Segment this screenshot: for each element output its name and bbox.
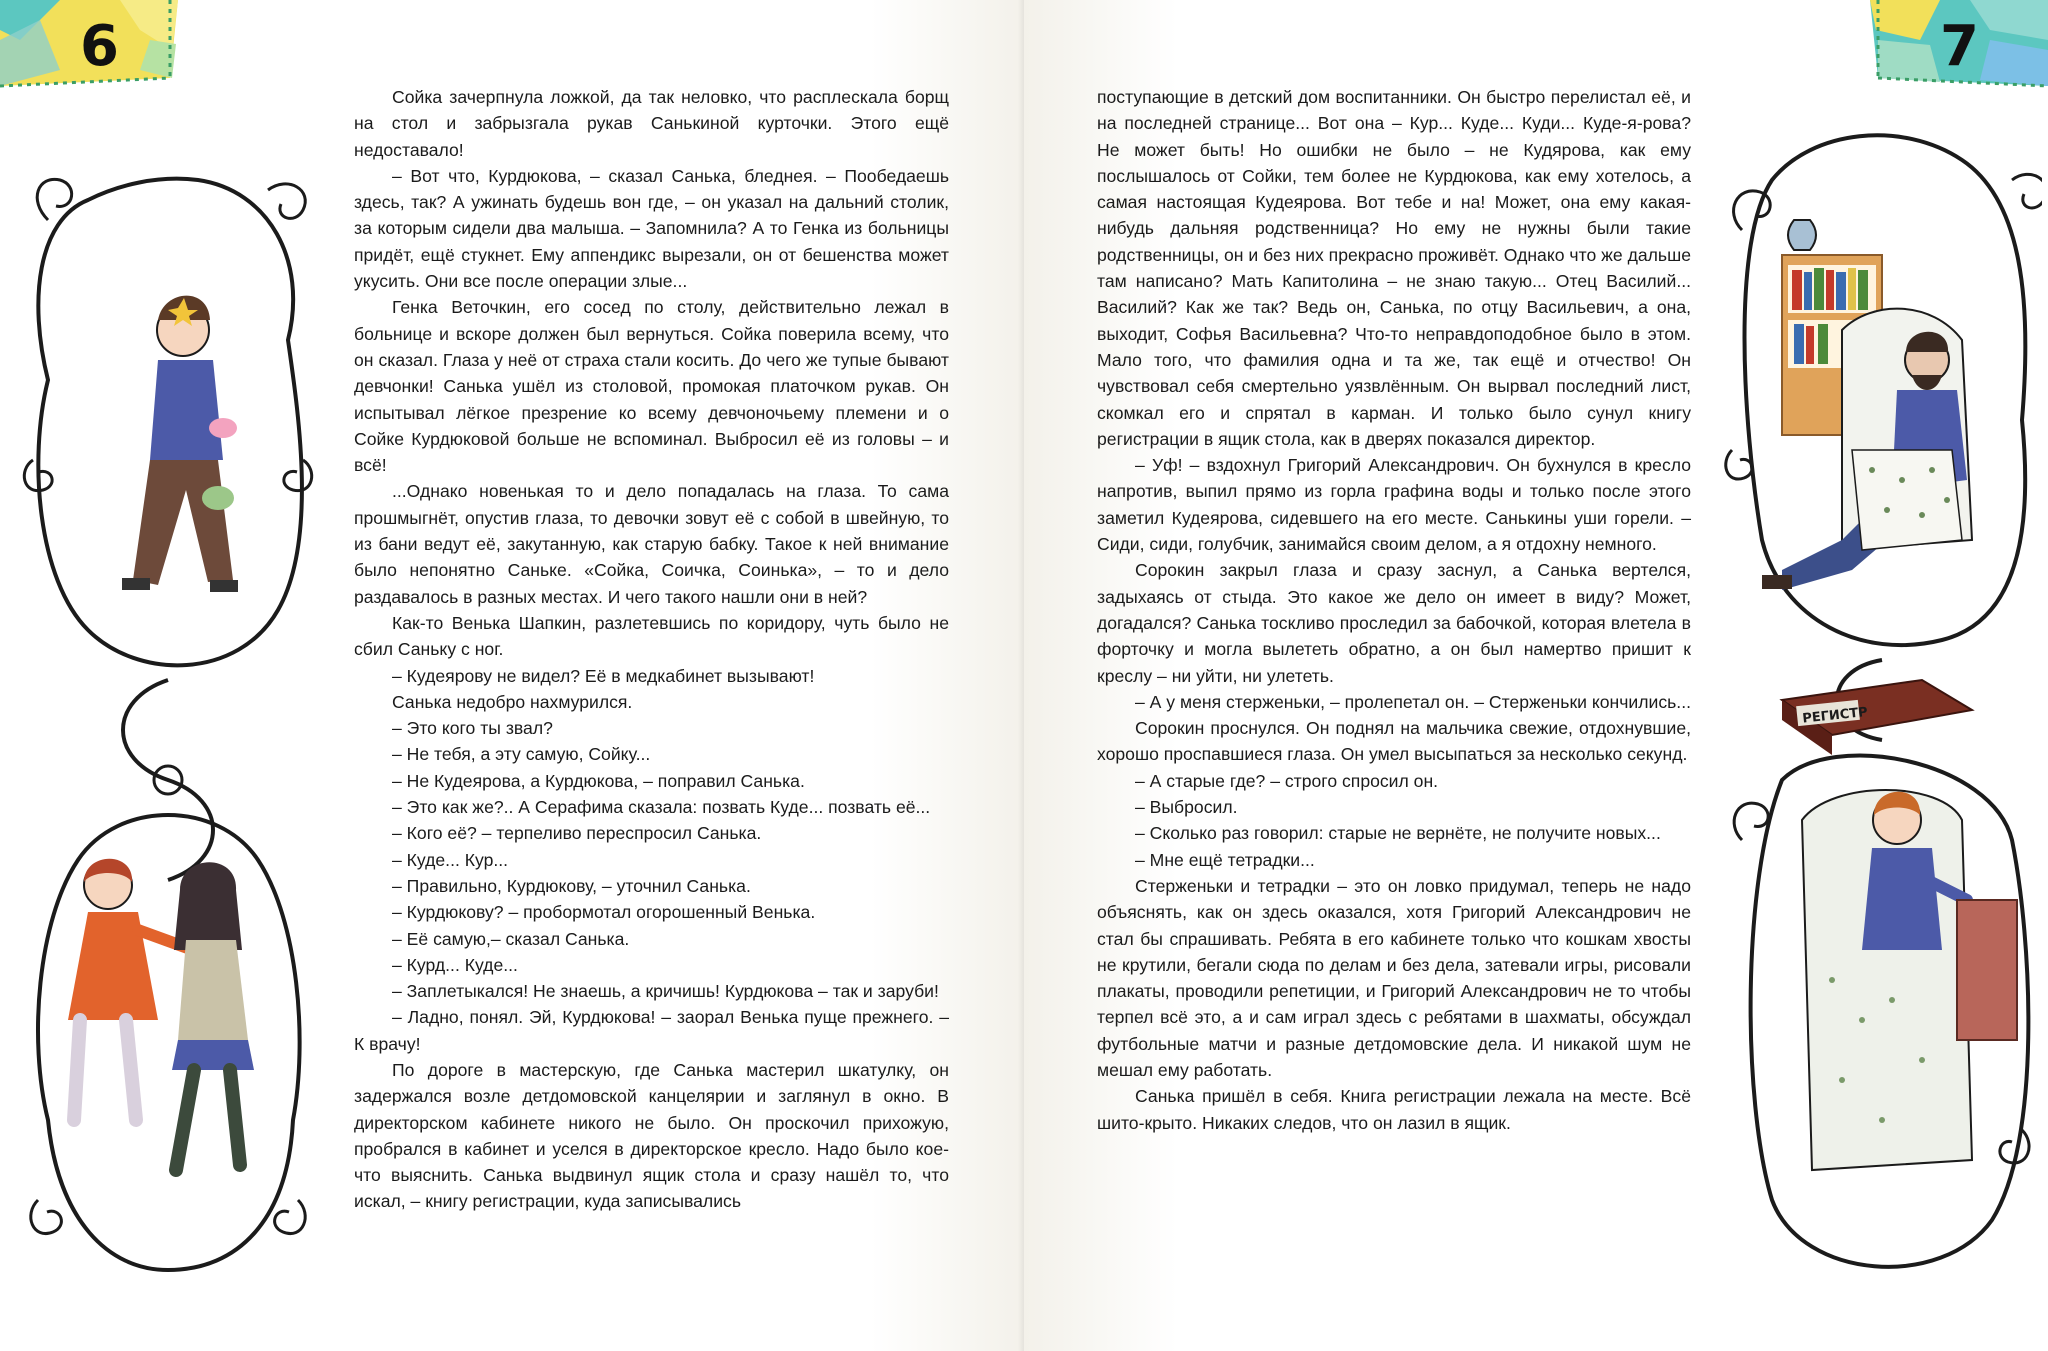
paragraph: Генка Веточкин, его сосед по столу, действительно лежал в больнице и вскоре должен был вернуться. Сойка поверила всему, что он сказал. Глаза у неё от страха стали косить. До чего же тупые бывают девчонки! Санька ушёл из столовой, промокая платочком рукав. Он испытывал лёгкое презрение ко всему девчоночьему племени и о Сойке Курдюковой больше не вспоминал. Выбросил её из головы – и всё! xyxy=(354,297,949,476)
paragraph: – Мне ещё тетрадки... xyxy=(1135,849,1315,870)
paragraph: поступающие в детский дом воспитанники. Он быстро перелистал её, и на последней странице... Вот она – Кур... Куде... Куди... Куде-я-рова? Не может быть! Но ошибки не было – не Кудярова, как ему послышалось от Сойки, тем более не Курдюкова, как ему хотелось, а самая настоящая Кудеярова. Вот тебе и на! Может, она ему какая-нибудь дальняя родственница? Но ему не нужны были такие родственницы, он и без них прекрасно проживёт. Однако что же дальше там написано? Мать Капитолина – не знаю такую... Отец Василий... Василий? Как же так? Ведь он, Санька, по отцу Васильевич, а она, выходит, Софья Васильевна? Что-то неправдоподобное было в этом. Мало того, что фамилия одна и та же, так ещё и отчество! Он чувствовал себя смертельно уязвлённым. Он вырвал последний лист, скомкал его и спрятал в карман. И только было сунул книгу регистрации в ящик стола, как в дверях показался директор. xyxy=(1097,87,1691,449)
paragraph: По дороге в мастерскую, где Санька мастерил шкатулку, он задержался возле детдомовской канцелярии и заглянул в окно. В директорском кабинете никого не было. Он проскочил прихожую, пробрался в кабинет и уселся в директорское кресло. Надо было кое-что выяснить. Санька выдвинул ящик стола и сразу нашёл то, что искал, – книгу регистрации, куда записывались xyxy=(354,1059,949,1212)
paragraph: – Это как же?.. А Серафима сказала: позвать Куде... позвать её... xyxy=(392,797,931,818)
paragraph: – Правильно, Курдюкову, – уточнил Санька. xyxy=(392,875,751,896)
paragraph: Санька пришёл в себя. Книга регистрации лежала на месте. Всё шито-крыто. Никаких следов, что он лазил в ящик. xyxy=(1097,1086,1691,1133)
paragraph: – А у меня стерженьки, – пролепетал он. – Стерженьки кончились... xyxy=(1135,691,1691,712)
paragraph: – Курдюкову? – пробормотал огорошенный Венька. xyxy=(392,902,816,923)
paragraph: – Ладно, понял. Эй, Курдюкова! – заорал Венька пуще прежнего. – К врачу! xyxy=(354,1007,949,1054)
paragraph: – Уф! – вздохнул Григорий Александрович. Он бухнулся в кресло напротив, выпил прямо из горла графина воды и только после этого заметил Кудеярова, сидевшего на его месте. Санькины уши горели. – Сиди, сиди, голубчик, занимайся своим делом, а я отдохну немного. xyxy=(1097,455,1691,555)
left-page-number-tab xyxy=(0,0,178,90)
paragraph: – А старые где? – строго спросил он. xyxy=(1135,770,1439,791)
right-text-column xyxy=(1097,84,1691,1136)
paragraph: – Курд... Куде... xyxy=(392,954,518,975)
paragraph: ...Однако новенькая то и дело попадалась на глаза. То сама прошмыгнёт, опустив глаза, то девочки зовут её с собой в швейную, то из бани ведут её, закутанную, как старую бабку. Такое к ней внимание было непонятно Саньке. «Сойка, Соичка, Соинька», – то и дело раздавалось в разных местах. И чего такого нашли они в ней? xyxy=(354,481,949,607)
boy-and-girls-illustration xyxy=(18,160,318,1300)
right-page-number-tab xyxy=(1870,0,2048,90)
paragraph: Сойка зачерпнула ложкой, да так неловко, что расплескала борщ на стол и забрызгала рукав Санькиной курточки. Этого ещё недоставало! xyxy=(354,87,949,160)
paragraph: – Вот что, Курдюкова, – сказал Санька, бледнея. – Пообедаешь здесь, так? А ужинать будешь вон где, – он указал на дальний столик, за которым сидели два малыша. – Запомнила? А то Генка из больницы придёт, ещё стукнет. Ему аппендикс вырезали, он от бешенства может укусить. Они все после операции злые... xyxy=(354,165,949,292)
paragraph: – Заплетыкался! Не знаешь, а кричишь! Курдюкова – так и заруби! xyxy=(392,981,939,1002)
paragraph: Сорокин проснулся. Он поднял на мальчика свежие, отдохнувшие, хорошо проспавшиеся глаза. Он умел высыпаться за несколько секунд. xyxy=(1097,718,1691,765)
page-number: 6 xyxy=(80,14,119,79)
right-page xyxy=(1024,0,2048,1351)
left-illustration xyxy=(18,160,318,1300)
director-office-illustration xyxy=(1722,120,2042,1310)
paragraph: – Кудеярову не видел? Её в медкабинет вызывают! xyxy=(392,665,815,686)
page-number: 7 xyxy=(1940,14,1979,79)
paragraph: – Выбросил. xyxy=(1135,797,1238,818)
paragraph: – Не тебя, а эту самую, Сойку... xyxy=(392,744,651,765)
paragraph: Сорокин закрыл глаза и сразу заснул, а Санька вертелся, задыхаясь от стыда. Это какое же дело он имеет в виду? Может, догадался? Санька тоскливо проследил за бабочкой, которая влетела в форточку и могла вылететь обратно, а он был намертво пришит к креслу – ни уйти, ни улететь. xyxy=(1097,560,1691,686)
book-label: РЕГИСТР xyxy=(1801,704,1869,727)
paragraph: – Её самую,– сказал Санька. xyxy=(392,928,630,949)
paragraph: – Сколько раз говорил: старые не вернёте, не получите новых... xyxy=(1135,823,1661,844)
paragraph: – Кого её? – терпеливо переспросил Санька. xyxy=(392,823,762,844)
paragraph: Санька недобро нахмурился. xyxy=(392,691,633,712)
paragraph: Стерженьки и тетрадки – это он ловко придумал, теперь не надо объяснять, как он здесь оказался, хотя Григорий Александрович не стал бы спрашивать. Ребята в его кабинете только что кошкам хвосты не крутили, бегали сюда по делам и без дела, затевали игры, рисовали плакаты, проводили репетиции, и Григорий Александрович не то чтобы терпел всё это, а и сам играл здесь с ребятами в шахматы, обсуждал футбольные матчи и разные детдомовские дела. И никакой шум не мешал ему работать. xyxy=(1097,875,1691,1080)
paragraph: – Не Кудеярова, а Курдюкова, – поправил Санька. xyxy=(392,770,805,791)
paragraph: – Куде... Кур... xyxy=(392,849,509,870)
paragraph: – Это кого ты звал? xyxy=(392,718,553,739)
paragraph: Как-то Венька Шапкин, разлетевшись по коридору, чуть было не сбил Саньку с ног. xyxy=(354,612,949,660)
left-text-column xyxy=(354,84,949,1215)
right-illustration xyxy=(1722,120,2042,1310)
